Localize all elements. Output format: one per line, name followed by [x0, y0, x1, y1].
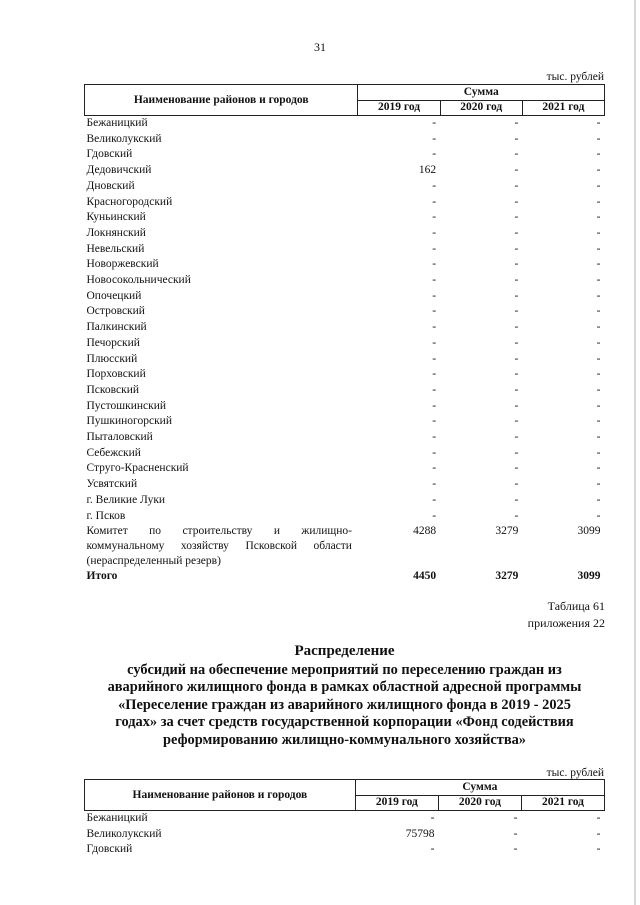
district-name: Великолукский: [86, 132, 162, 145]
district-name: Псковский: [86, 383, 140, 396]
amount-cell: -: [596, 812, 601, 824]
district-name: Новосокольнический: [86, 274, 191, 287]
district-name: Пушкиногорский: [86, 415, 172, 428]
amount-cell: -: [596, 242, 601, 255]
heading-line: реформированию жилищно-коммунального хозяйства»: [163, 731, 526, 748]
amount-cell: -: [596, 258, 601, 271]
amount-cell: -: [430, 812, 435, 824]
amount-cell: -: [432, 148, 437, 161]
table-row: [85, 320, 605, 336]
district-name: Островский: [86, 305, 145, 318]
amount-cell: -: [432, 383, 437, 396]
amount-cell: -: [432, 321, 437, 334]
total-value: 4450: [413, 570, 437, 583]
table-row: [85, 399, 605, 415]
table-row: [85, 383, 605, 399]
amount-cell: -: [596, 195, 601, 208]
amount-cell: -: [514, 462, 519, 475]
district-name: Палкинский: [86, 321, 147, 334]
amount-cell: -: [596, 274, 601, 287]
amount-cell: -: [596, 493, 601, 506]
amount-cell: -: [514, 368, 519, 381]
table-row-committee: [85, 524, 605, 569]
district-name: Гдовский: [86, 148, 133, 161]
amount-cell: -: [596, 148, 601, 161]
amount-cell: -: [596, 383, 601, 396]
amount-cell: -: [596, 509, 601, 522]
district-name: Красногородский: [86, 195, 173, 208]
amount-cell: -: [432, 368, 437, 381]
table1-unit: тыс. рублей: [546, 71, 604, 83]
table2-header-year: 2019 год: [355, 795, 438, 811]
amount-cell: -: [514, 226, 519, 239]
amount-cell: -: [514, 148, 519, 161]
district-name: Гдовский: [86, 843, 133, 856]
amount-cell: -: [432, 289, 437, 302]
heading-line: субсидий на обеспечение мероприятий по переселению граждан из: [127, 661, 562, 678]
table1-header-year: 2021 год: [522, 100, 604, 116]
amount-cell: -: [432, 446, 437, 459]
amount-cell: -: [514, 446, 519, 459]
district-name: Новоржевский: [86, 258, 159, 271]
amount-cell: -: [432, 117, 437, 129]
amount-cell: -: [432, 132, 437, 145]
table-row-total: [85, 569, 605, 585]
table1-header-year: 2019 год: [358, 100, 440, 116]
amount-cell: -: [596, 446, 601, 459]
heading-title: Распределение: [294, 643, 395, 659]
amount-cell: -: [514, 352, 519, 365]
district-name: Дновский: [86, 179, 135, 192]
total-value: 3099: [577, 570, 601, 583]
amount-cell: -: [596, 226, 601, 239]
amount-cell: -: [596, 164, 601, 177]
district-name: г. Псков: [86, 509, 126, 522]
table-row: [85, 811, 605, 827]
table1-header-name: Наименование районов и городов: [85, 85, 358, 116]
district-name: Бежаницкий: [86, 812, 148, 824]
table-row: [85, 827, 605, 843]
district-name: Порховский: [86, 368, 146, 381]
district-name: Дедовичский: [86, 164, 152, 177]
table-row: [85, 367, 605, 383]
district-name: Струго-Красненский: [86, 462, 189, 475]
table-row: [85, 179, 605, 195]
table-row: [85, 493, 605, 509]
amount-cell: 75798: [405, 827, 435, 840]
table-row: [85, 273, 605, 289]
district-name: Печорский: [86, 336, 140, 349]
amount-cell: -: [596, 827, 601, 840]
page-edge: [634, 0, 636, 905]
committee-name-line: Комитет по строительству и жилищно-коммунальному хозяйству Псковской области: [86, 525, 352, 553]
amount-cell: -: [513, 843, 518, 856]
committee-name: [85, 524, 358, 569]
amount-cell: -: [596, 211, 601, 224]
amount-cell: -: [514, 493, 519, 506]
district-name: Локнянский: [86, 226, 146, 239]
heading-line: годах» за счет средств государственной корпорации «Фонд содействия: [115, 714, 574, 731]
amount-cell: -: [596, 352, 601, 365]
table-row: [85, 226, 605, 242]
amount-cell: -: [432, 415, 437, 428]
amount-cell: -: [596, 478, 601, 491]
table2-header-year: 2020 год: [438, 795, 521, 811]
amount-cell: -: [432, 211, 437, 224]
amount-cell: -: [514, 117, 519, 129]
page-number: 31: [314, 40, 326, 54]
amount-cell: -: [514, 195, 519, 208]
district-name: Усвятский: [86, 478, 138, 491]
district-name: Себежский: [86, 446, 141, 459]
table1-header-year: 2020 год: [440, 100, 522, 116]
amount-cell: -: [513, 827, 518, 840]
amount-cell: -: [514, 321, 519, 334]
table-row: [85, 446, 605, 462]
amount-cell: -: [596, 132, 601, 145]
amount-cell: -: [596, 179, 601, 192]
table-reference: [528, 598, 605, 632]
table-reference-number: Таблица 61: [547, 599, 605, 613]
table-row: [85, 116, 605, 132]
amount-cell: -: [596, 431, 601, 444]
amount-cell: -: [432, 462, 437, 475]
district-name: г. Великие Луки: [86, 493, 166, 506]
table-row: [85, 210, 605, 226]
amount-cell: -: [514, 336, 519, 349]
table-row: [85, 430, 605, 446]
table-row: [85, 132, 605, 148]
district-name: Великолукский: [86, 827, 162, 840]
amount-cell: -: [596, 305, 601, 318]
table-row: [85, 352, 605, 368]
district-name: Пыталовский: [86, 431, 153, 444]
table-reference-appendix: приложения 22: [527, 616, 605, 630]
table2-header-name: Наименование районов и городов: [85, 780, 356, 811]
amount-cell: -: [514, 258, 519, 271]
table2: [84, 779, 605, 858]
amount-cell: -: [596, 843, 601, 856]
committee-value: 4288: [413, 525, 437, 538]
amount-cell: -: [432, 258, 437, 271]
amount-cell: -: [432, 493, 437, 506]
total-label: Итого: [86, 570, 118, 583]
amount-cell: -: [596, 399, 601, 412]
amount-cell: -: [514, 274, 519, 287]
table-row: [85, 461, 605, 477]
table2-body: [85, 811, 605, 859]
amount-cell: -: [514, 179, 519, 192]
amount-cell: -: [596, 289, 601, 302]
amount-cell: -: [514, 211, 519, 224]
amount-cell: -: [432, 478, 437, 491]
amount-cell: -: [596, 415, 601, 428]
amount-cell: -: [514, 383, 519, 396]
heading-line: аварийного жилищного фонда в рамках областной адресной программы: [107, 679, 582, 696]
amount-cell: -: [596, 117, 601, 129]
amount-cell: -: [432, 305, 437, 318]
table-row: [85, 257, 605, 273]
amount-cell: -: [514, 132, 519, 145]
table-row: [85, 509, 605, 525]
amount-cell: -: [514, 399, 519, 412]
amount-cell: -: [432, 274, 437, 287]
table-row: [85, 147, 605, 163]
table-row: [85, 842, 605, 858]
amount-cell: -: [596, 336, 601, 349]
table1-body: [85, 116, 605, 525]
table2-header-sum: Сумма: [355, 780, 604, 796]
district-name: Куньинский: [86, 211, 146, 224]
amount-cell: -: [432, 431, 437, 444]
amount-cell: -: [432, 399, 437, 412]
district-name: Опочецкий: [86, 289, 142, 302]
amount-cell: -: [432, 336, 437, 349]
amount-cell: -: [596, 321, 601, 334]
table-row: [85, 289, 605, 305]
amount-cell: -: [430, 843, 435, 856]
amount-cell: -: [432, 509, 437, 522]
table-row: [85, 477, 605, 493]
amount-cell: -: [514, 431, 519, 444]
table-row: [85, 195, 605, 211]
table1: [84, 84, 605, 585]
amount-cell: -: [514, 478, 519, 491]
committee-name-line: (нераспределенный резерв): [86, 555, 221, 568]
table1-header-sum: Сумма: [358, 85, 605, 101]
table-row: [85, 336, 605, 352]
amount-cell: -: [596, 462, 601, 475]
table1-footer: [85, 524, 605, 585]
amount-cell: -: [432, 179, 437, 192]
table2-header-year: 2021 год: [521, 795, 604, 811]
amount-cell: -: [514, 242, 519, 255]
district-name: Плюсский: [86, 352, 138, 365]
amount-cell: -: [432, 352, 437, 365]
amount-cell: -: [432, 195, 437, 208]
district-name: Невельский: [86, 242, 145, 255]
amount-cell: -: [514, 164, 519, 177]
amount-cell: -: [514, 289, 519, 302]
table-row: [85, 242, 605, 258]
amount-cell: -: [514, 415, 519, 428]
table-row: [85, 414, 605, 430]
district-name: Бежаницкий: [86, 117, 148, 129]
amount-cell: -: [513, 812, 518, 824]
total-value: 3279: [495, 570, 519, 583]
committee-value: 3099: [577, 525, 601, 538]
amount-cell: -: [514, 509, 519, 522]
amount-cell: -: [432, 242, 437, 255]
committee-value: 3279: [495, 525, 519, 538]
section-heading: [84, 643, 605, 750]
table2-unit: тыс. рублей: [546, 767, 604, 779]
amount-cell: -: [596, 368, 601, 381]
amount-cell: 162: [418, 164, 437, 177]
amount-cell: -: [432, 226, 437, 239]
district-name: Пустошкинский: [86, 399, 167, 412]
amount-cell: -: [514, 305, 519, 318]
heading-line: «Переселение граждан из аварийного жилищного фонда в 2019 - 2025: [118, 696, 571, 713]
table-row: [85, 163, 605, 179]
table-row: [85, 304, 605, 320]
